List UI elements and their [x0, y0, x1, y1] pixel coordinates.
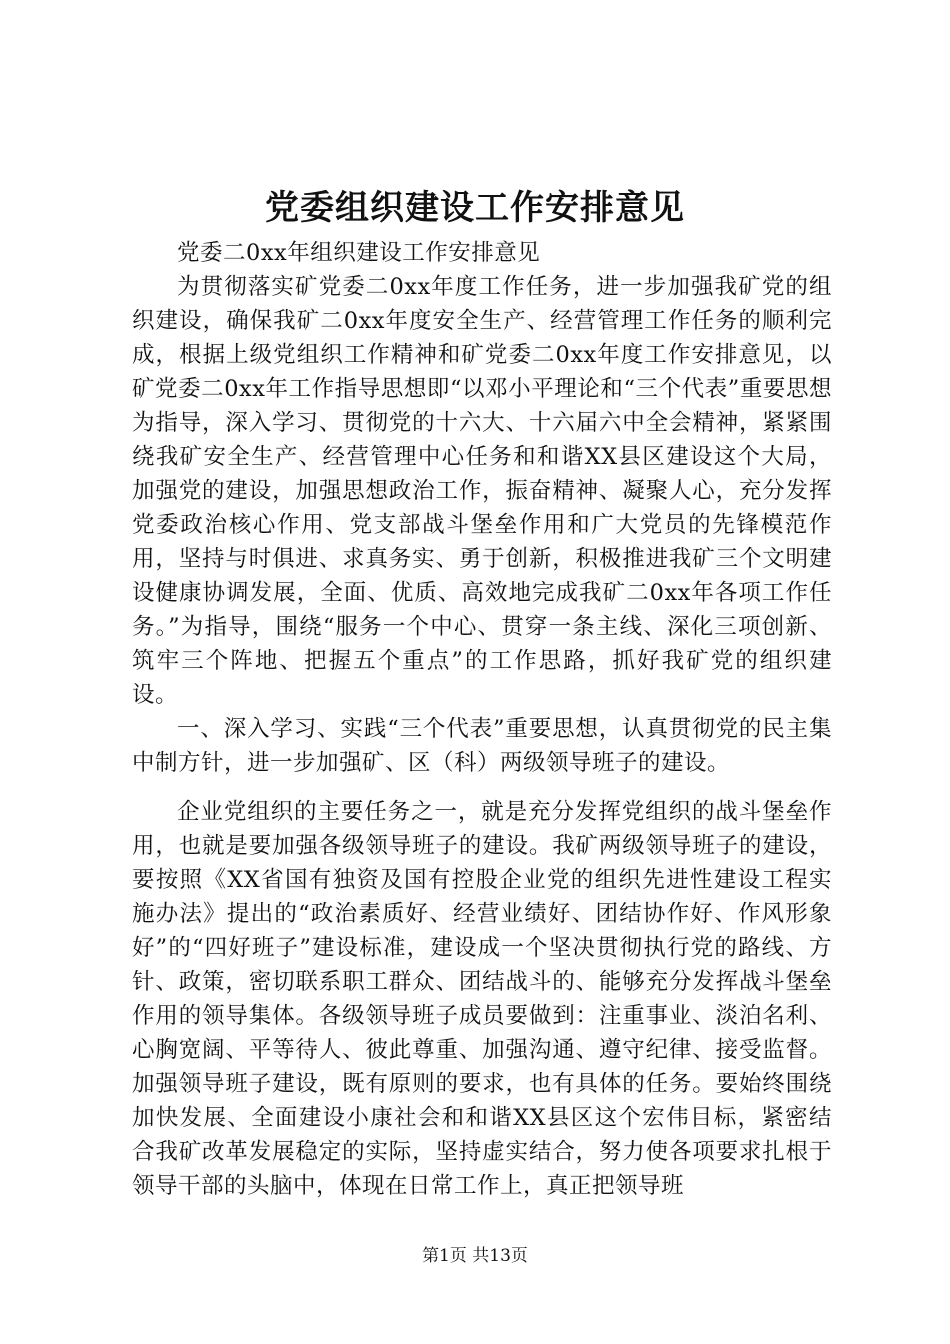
document-title: 党委组织建设工作安排意见	[265, 188, 685, 228]
document-body	[132, 236, 832, 1203]
section-heading-paragraph: 一、深入学习、实践“三个代表”重要思想，认真贯彻党的民主集中制方针，进一步加强矿、区（科）两级领导班子的建设。	[132, 716, 832, 776]
page-footer: 第1页 共13页	[422, 1246, 528, 1266]
body-paragraph: 企业党组织的主要任务之一，就是充分发挥党组织的战斗堡垒作用，也就是要加强各级领导班子的建设。我矿两级领导班子的建设，要按照《XX省国有独资及国有控股企业党的组织先进性建设工程实施办法》提出的“政治素质好、经营业绩好、团结协作好、作风形象好”的“四好班子”建设标准，建设成一个坚决贯彻执行党的路线、方针、政策，密切联系职工群众、团结战斗的、能够充分发挥战斗堡垒作用的领导集体。各级领导班子成员要做到：注重事业、淡泊名利、心胸宽阔、平等待人、彼此尊重、加强沟通、遵守纪律、接受监督。加强领导班子建设，既有原则的要求，也有具体的任务。要始终围绕加快发展、全面建设小康社会和和谐XX县区这个宏伟目标，紧密结合我矿改革发展稳定的实际，坚持虚实结合，努力使各项要求扎根于领导干部的头脑中，体现在日常工作上，真正把领导班	[132, 799, 832, 1199]
subtitle-paragraph: 党委二0xx年组织建设工作安排意见	[177, 240, 541, 266]
intro-paragraph: 为贯彻落实矿党委二0xx年度工作任务，进一步加强我矿党的组织建设，确保我矿二0xx年度安全生产、经营管理工作任务的顺利完成，根据上级党组织工作精神和矿党委二0xx年度工作安排意见，以矿党委二0xx年工作指导思想即“以邓小平理论和“三个代表”重要思想为指导，深入学习、贯彻党的十六大、十六届六中全会精神，紧紧围绕我矿安全生产、经营管理中心任务和和谐XX县区建设这个大局，加强党的建设，加强思想政治工作，振奋精神、凝聚人心，充分发挥党委政治核心作用、党支部战斗堡垒作用和广大党员的先锋模范作用，坚持与时俱进、求真务实、勇于创新，积极推进我矿三个文明建设健康协调发展，全面、优质、高效地完成我矿二0xx年各项工作任务。”为指导，围绕“服务一个中心、贯穿一条主线、深化三项创新、筑牢三个阵地、把握五个重点”的工作思路，抓好我矿党的组织建设。	[132, 274, 832, 708]
